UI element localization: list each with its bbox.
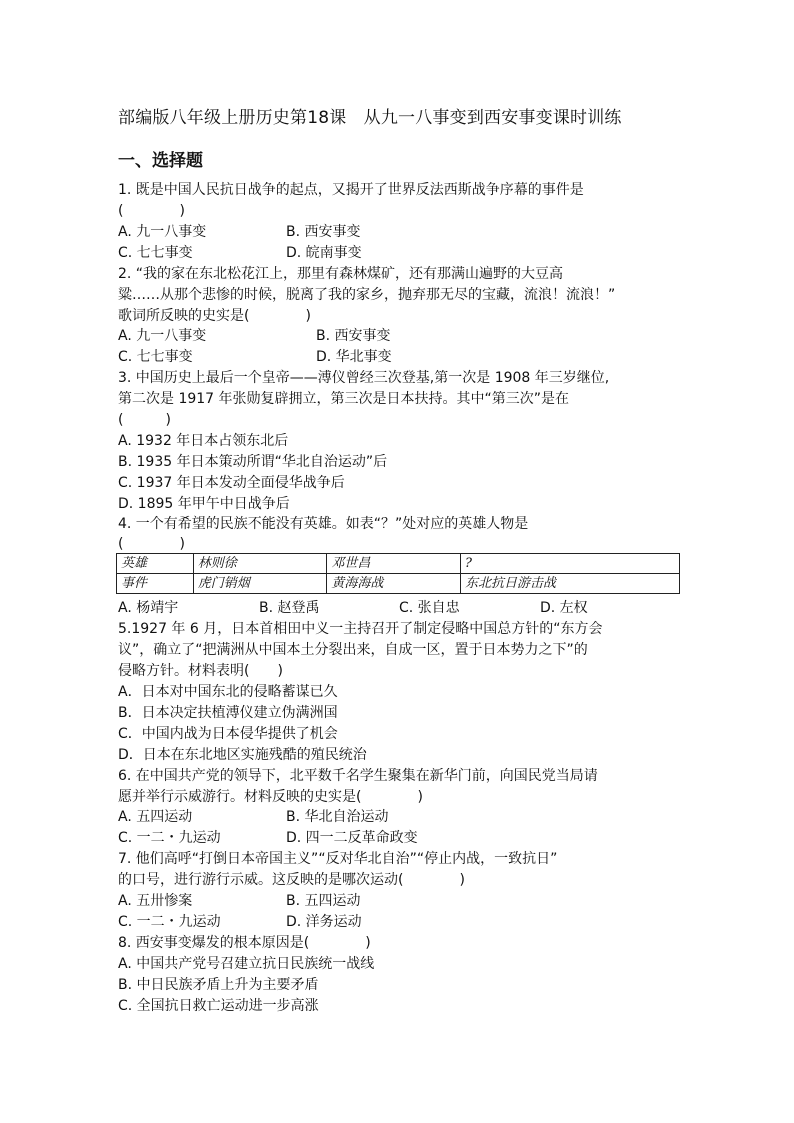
page-title: 部编版八年级上册历史第18课 从九一八事变到西安事变课时训练	[118, 108, 622, 128]
table-row	[117, 554, 680, 574]
q1-option-b: B. 西安事变	[286, 224, 361, 240]
q3-option-a: A. 1932 年日本占领东北后	[118, 433, 289, 449]
q5-stem-line1: 5.1927 年 6 月，日本首相田中义一主持召开了制定侵略中国总方针的“东方会	[118, 621, 603, 637]
q6-option-c: C. 一二・九运动	[118, 830, 221, 846]
q5-stem-line3: 侵略方针。材料表明( )	[118, 663, 283, 679]
q1-stem-line1: 1. 既是中国人民抗日战争的起点，又揭开了世界反法西斯战争序幕的事件是	[118, 182, 584, 198]
table-cell: 邓世昌	[327, 554, 461, 574]
q8-option-a: A. 中国共产党号召建立抗日民族统一战线	[118, 956, 375, 972]
q4-option-b: B. 赵登禹	[259, 600, 320, 616]
q2-option-c: C. 七七事变	[118, 349, 193, 365]
table-cell: 虎门销烟	[193, 574, 327, 594]
table-cell: 事件	[117, 574, 194, 594]
table-cell: 英雄	[117, 554, 194, 574]
q7-stem-line2: 的口号，进行游行示威。这反映的是哪次运动( )	[118, 872, 465, 888]
q3-option-c: C. 1937 年日本发动全面侵华战争后	[118, 475, 345, 491]
q5-option-b: B．日本决定扶植溥仪建立伪满洲国	[118, 705, 338, 721]
q2-stem-line1: 2. “我的家在东北松花江上，那里有森林煤矿，还有那满山遍野的大豆高	[118, 266, 564, 282]
q1-option-d: D. 皖南事变	[286, 245, 362, 261]
q8-stem-line1: 8. 西安事变爆发的根本原因是( )	[118, 935, 371, 951]
q6-option-d: D. 四一二反革命政变	[286, 830, 418, 846]
q4-option-d: D. 左权	[540, 600, 588, 616]
q2-option-d: D. 华北事变	[316, 349, 392, 365]
table-cell: 黄海海战	[327, 574, 461, 594]
hero-table	[116, 553, 680, 594]
q3-option-d: D. 1895 年甲午中日战争后	[118, 496, 290, 512]
q2-option-a: A. 九一八事变	[118, 328, 207, 344]
q2-option-b: B. 西安事变	[316, 328, 391, 344]
table-cell: ?	[460, 554, 679, 574]
q6-stem-line1: 6. 在中国共产党的领导下，北平数千名学生聚集在新华门前，向国民党当局请	[118, 768, 598, 784]
q7-option-a: A. 五卅惨案	[118, 893, 193, 909]
q5-option-d: D．日本在东北地区实施残酷的殖民统治	[118, 747, 367, 763]
q8-option-c: C. 全国抗日救亡运动进一步高涨	[118, 998, 319, 1014]
q5-stem-line2: 议”，确立了“把满洲从中国本土分裂出来，自成一区，置于日本势力之下”的	[118, 642, 588, 658]
q1-option-c: C. 七七事变	[118, 245, 193, 261]
q1-stem-line2: ( )	[118, 203, 185, 219]
q6-stem-line2: 愿并举行示威游行。材料反映的史实是( )	[118, 789, 423, 805]
q3-stem-line2: 第二次是 1917 年张勋复辟拥立，第三次是日本扶持。其中“第三次”是在	[118, 391, 570, 407]
q6-option-a: A. 五四运动	[118, 809, 193, 825]
table-cell: 林则徐	[193, 554, 327, 574]
q3-stem-line3: ( )	[118, 412, 171, 428]
q5-option-a: A．日本对中国东北的侵略蓄谋已久	[118, 684, 338, 700]
section-heading: 一、选择题	[118, 151, 203, 171]
q4-option-a: A. 杨靖宇	[118, 600, 179, 616]
q7-option-d: D. 洋务运动	[286, 914, 362, 930]
q5-option-c: C．中国内战为日本侵华提供了机会	[118, 726, 338, 742]
table-cell: 东北抗日游击战	[460, 574, 679, 594]
q1-option-a: A. 九一八事变	[118, 224, 207, 240]
q4-stem-line2: ( )	[118, 536, 185, 552]
q4-option-c: C. 张自忠	[399, 600, 460, 616]
q2-stem-line3: 歌词所反映的史实是( )	[118, 308, 311, 324]
q3-stem-line1: 3. 中国历史上最后一个皇帝——溥仪曾经三次登基,第一次是 1908 年三岁继位,	[118, 370, 610, 386]
q4-stem-line1: 4. 一个有希望的民族不能没有英雄。如表“？”处对应的英雄人物是	[118, 516, 529, 532]
q8-option-b: B. 中日民族矛盾上升为主要矛盾	[118, 977, 319, 993]
q6-option-b: B. 华北自治运动	[286, 809, 389, 825]
q7-option-c: C. 一二・九运动	[118, 914, 221, 930]
q2-stem-line2: 粱……从那个悲惨的时候，脱离了我的家乡，抛弃那无尽的宝藏，流浪！流浪！”	[118, 287, 616, 303]
q7-option-b: B. 五四运动	[286, 893, 361, 909]
table-row	[117, 574, 680, 594]
q3-option-b: B. 1935 年日本策动所谓“华北自治运动”后	[118, 454, 388, 470]
q7-stem-line1: 7. 他们高呼“打倒日本帝国主义”“反对华北自治”“停止内战，一致抗日”	[118, 851, 558, 867]
